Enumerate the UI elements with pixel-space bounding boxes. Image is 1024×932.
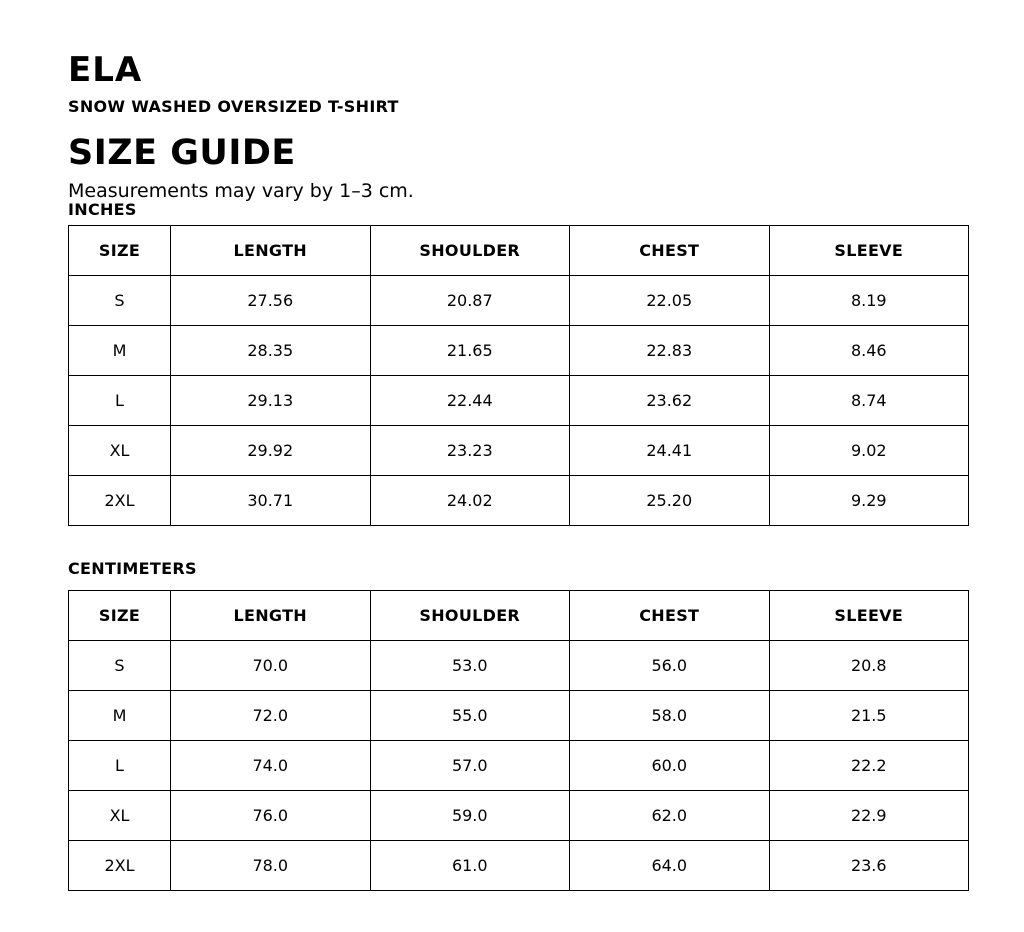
length-cell: 28.35 [171,326,371,376]
chest-cell: 64.0 [570,841,770,891]
header-sleeve: SLEEVE [769,591,969,641]
size-cell: L [69,741,171,791]
header-size: SIZE [69,226,171,276]
shoulder-cell: 59.0 [370,791,570,841]
page-title: SIZE GUIDE [68,133,296,173]
brand-name: ELA [68,50,143,90]
shoulder-cell: 57.0 [370,741,570,791]
header-size: SIZE [69,591,171,641]
length-cell: 70.0 [171,641,371,691]
product-name: SNOW WASHED OVERSIZED T-SHIRT [68,97,399,116]
table-row [69,691,969,741]
table-row [69,426,969,476]
shoulder-cell: 24.02 [370,476,570,526]
sleeve-cell: 8.46 [769,326,969,376]
shoulder-cell: 53.0 [370,641,570,691]
length-cell: 29.92 [171,426,371,476]
shoulder-cell: 61.0 [370,841,570,891]
table-row [69,841,969,891]
measurement-note: Measurements may vary by 1–3 cm. [68,180,414,202]
length-cell: 27.56 [171,276,371,326]
shoulder-cell: 23.23 [370,426,570,476]
sleeve-cell: 22.2 [769,741,969,791]
chest-cell: 56.0 [570,641,770,691]
header-length: LENGTH [171,226,371,276]
header-shoulder: SHOULDER [370,591,570,641]
centimeters-size-table [68,590,969,891]
sleeve-cell: 8.74 [769,376,969,426]
centimeters-section-label: CENTIMETERS [68,559,197,578]
sleeve-cell: 9.29 [769,476,969,526]
table-row [69,476,969,526]
size-cell: S [69,276,171,326]
sleeve-cell: 21.5 [769,691,969,741]
header-length: LENGTH [171,591,371,641]
header-chest: CHEST [570,591,770,641]
chest-cell: 22.83 [570,326,770,376]
header-sleeve: SLEEVE [769,226,969,276]
length-cell: 78.0 [171,841,371,891]
chest-cell: 60.0 [570,741,770,791]
length-cell: 29.13 [171,376,371,426]
table-row [69,741,969,791]
sleeve-cell: 8.19 [769,276,969,326]
chest-cell: 23.62 [570,376,770,426]
table-row [69,641,969,691]
length-cell: 74.0 [171,741,371,791]
table-row [69,326,969,376]
shoulder-cell: 55.0 [370,691,570,741]
chest-cell: 58.0 [570,691,770,741]
inches-section-label: INCHES [68,200,137,219]
table-header-row [69,226,969,276]
size-cell: M [69,326,171,376]
length-cell: 72.0 [171,691,371,741]
header-shoulder: SHOULDER [370,226,570,276]
chest-cell: 25.20 [570,476,770,526]
shoulder-cell: 22.44 [370,376,570,426]
sleeve-cell: 20.8 [769,641,969,691]
sleeve-cell: 23.6 [769,841,969,891]
sleeve-cell: 9.02 [769,426,969,476]
size-cell: XL [69,791,171,841]
length-cell: 30.71 [171,476,371,526]
chest-cell: 62.0 [570,791,770,841]
inches-size-table [68,225,969,526]
table-header-row [69,591,969,641]
sleeve-cell: 22.9 [769,791,969,841]
length-cell: 76.0 [171,791,371,841]
size-cell: S [69,641,171,691]
size-cell: M [69,691,171,741]
table-row [69,376,969,426]
chest-cell: 24.41 [570,426,770,476]
table-row [69,791,969,841]
size-cell: 2XL [69,841,171,891]
shoulder-cell: 21.65 [370,326,570,376]
header-chest: CHEST [570,226,770,276]
size-cell: 2XL [69,476,171,526]
size-cell: L [69,376,171,426]
chest-cell: 22.05 [570,276,770,326]
table-row [69,276,969,326]
size-cell: XL [69,426,171,476]
shoulder-cell: 20.87 [370,276,570,326]
